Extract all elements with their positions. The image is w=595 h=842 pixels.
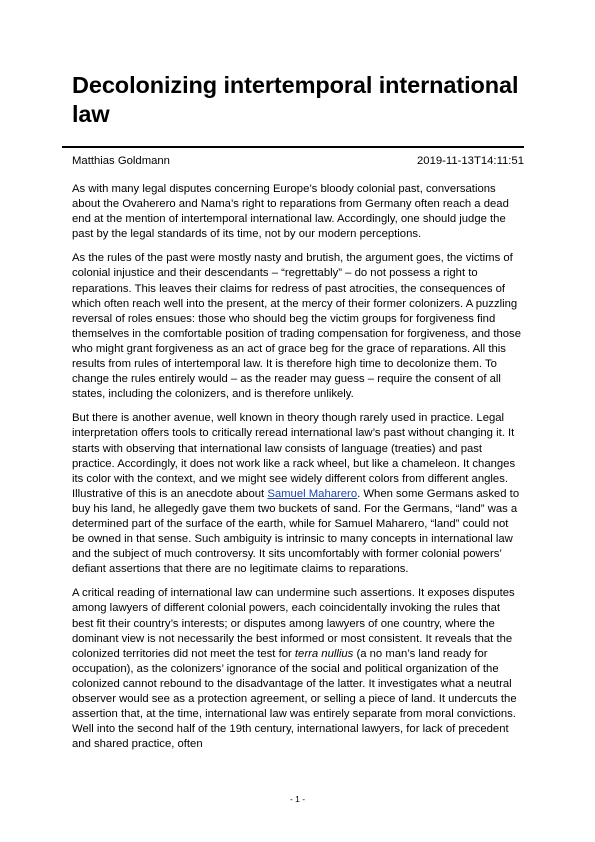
paragraph-text: But there is another avenue, well known in theory though rarely used in practice. Legal interpretation offers tools to critically reread international law’s past without changing it. It starts with observing that international law consists of language (treaties) and past practice. Accordingly, it does not work like a rack wheel, but like a chameleon. It changes its color with the context, and we might see widely different colors from different angles. Illustrative of this is an anecdote about [72, 412, 516, 500]
article-meta [72, 154, 524, 168]
paragraph-text: . When some Germans asked to buy his land, he allegedly gave them two buckets of sand. For the Germans, “land” was a determined part of the surface of the earth, while for Samuel Maharero, “land” could not be owned in that sense. Such ambiguity is intrinsic to many concepts in international law and the subject of much controversy. It sits uncomfortably with former colonial powers’ defiant assertions that there are no legitimate claims to reparations. [72, 487, 520, 576]
publish-date: 2019-11-13T14:11:51 [417, 155, 524, 167]
paragraph-text: A critical reading of international law can undermine such assertions. It exposes disputes among lawyers of different colonial powers, each coincidentally invoking the rules that best fit their country’s interests; or disputes among lawyers of one country, where the dominant view is not necessarily the best informed or most consistent. It reveals that the colonized territories did not meet the test for [72, 587, 515, 660]
paragraph-1: As with many legal disputes concerning Europe’s bloody colonial past, conversations about the Ovaherero and Nama’s right to reparations from Germany often reach a dead end at the mention of intertemporal international law. Accordingly, one should judge the past by the legal standards of its time, not by our modern perceptions. [72, 183, 509, 241]
author-name: Matthias Goldmann [72, 155, 170, 167]
italic-term: terra nullius [294, 647, 354, 660]
paragraph-text: (a no man’s land ready for occupation), as the colonizers’ ignorance of the social and political organization of the colonized cannot rebound to the disadvantage of the latter. It investigates what a neutral observer would see as a protection agreement, or selling a piece of land. It undercuts the assertion that, at the time, international law was entirely separate from moral convictions. Well into the second half of the 19th century, international lawyers, for lack of precedent and shared practice, often [72, 647, 517, 751]
paragraph-2: As the rules of the past were mostly nasty and brutish, the argument goes, the victims of colonial injustice and their descendants – “regrettably” – do not possess a right to reparations. This leaves their claims for redress of past atrocities, the consequences of which often reach well into the present, at the mercy of their former colonizers. A puzzling reversal of roles ensues: those who should beg the victim groups for forgiveness find themselves in the comfortable position of trading compensation for forgiveness, and those who might grant forgiveness as an act of grace beg for the grace of reparations. All this results from rules of intertemporal law. It is therefore high time to decolonize them. To change the rules entirely would – as the reader may guess – require the consent of all states, including the colonizers, and is therefore unlikely. [72, 252, 521, 401]
page-number: - 1 - [289, 794, 306, 804]
title-divider [62, 146, 524, 148]
page-title: Decolonizing intertemporal international law [72, 72, 519, 127]
samuel-maharero-link[interactable]: Samuel Maharero [267, 487, 358, 500]
article-body [72, 182, 524, 761]
paragraph-4 [72, 586, 524, 752]
paragraph-3 [72, 411, 524, 577]
